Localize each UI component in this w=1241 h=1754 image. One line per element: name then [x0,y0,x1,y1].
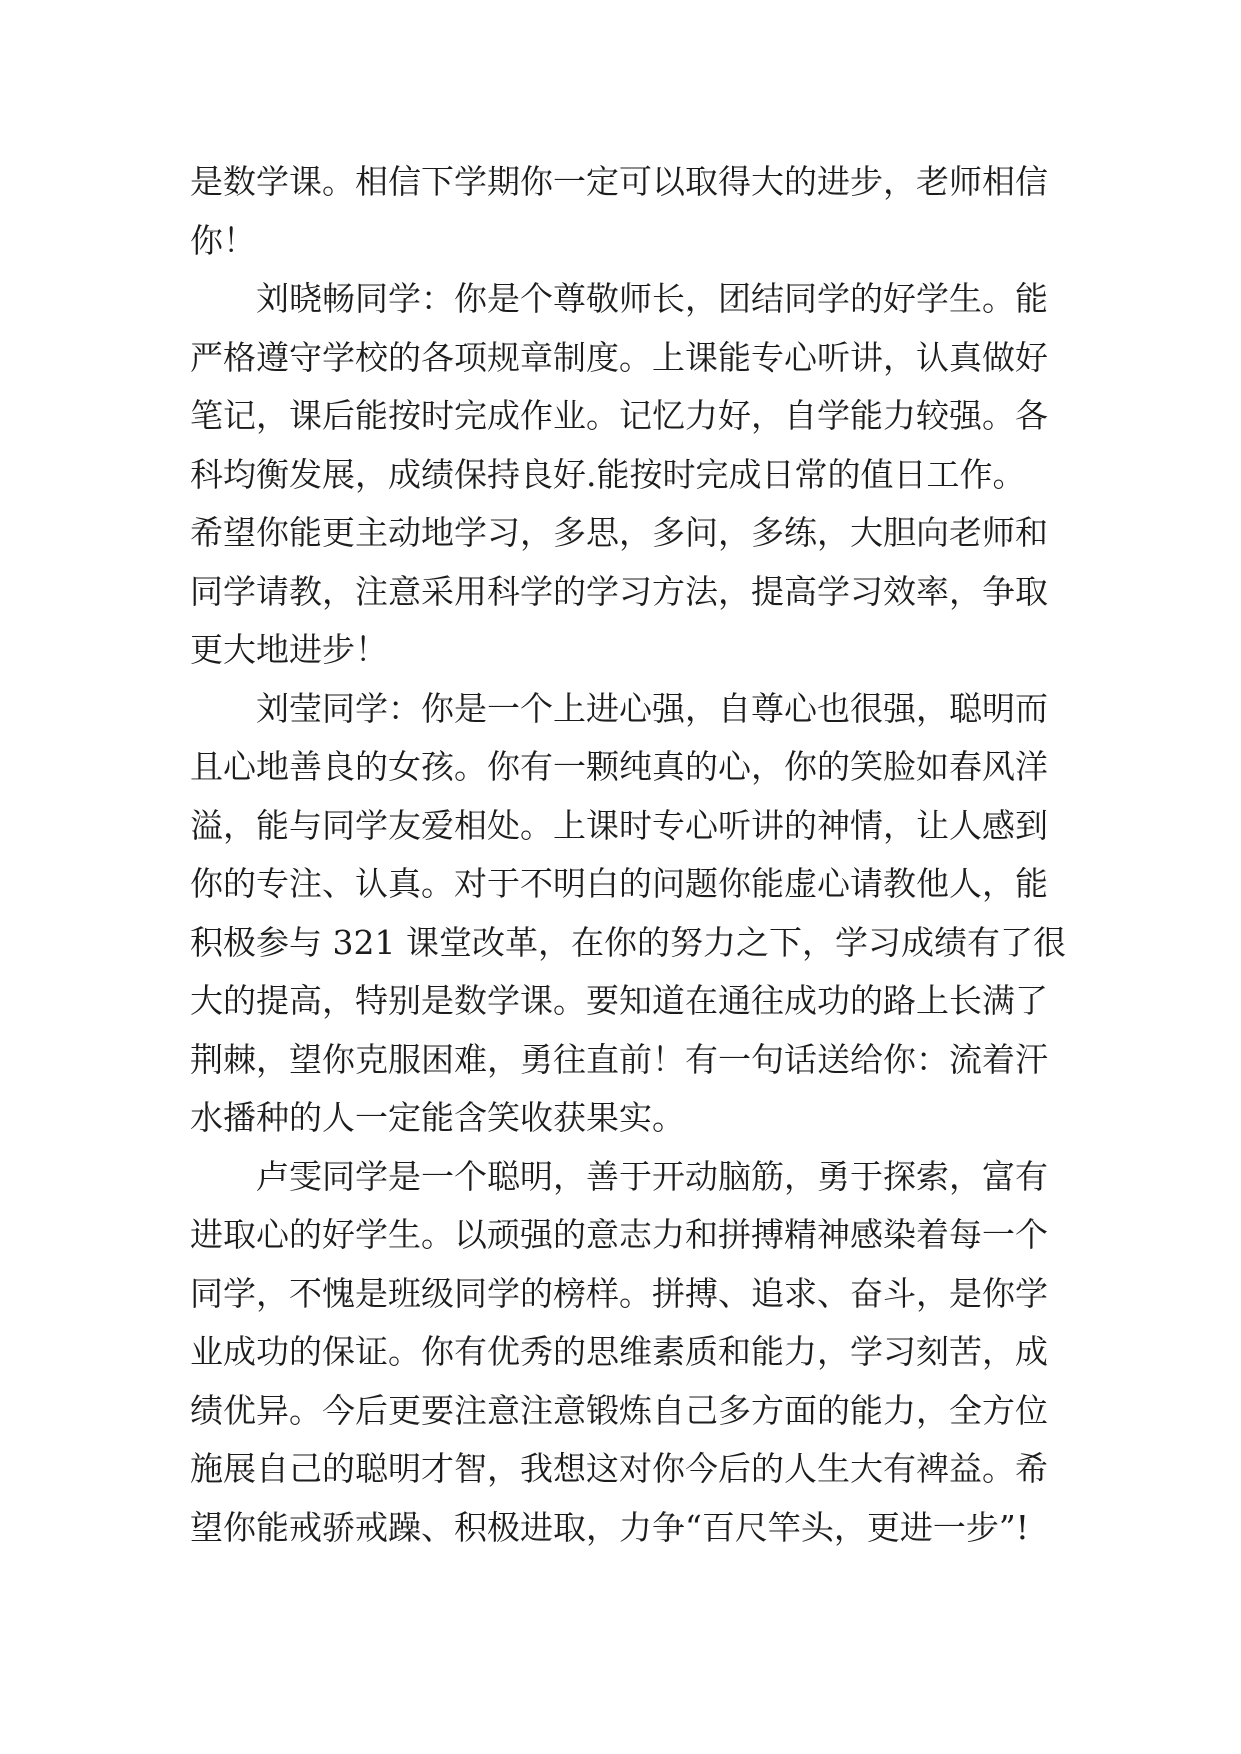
text-line: 同学，不愧是班级同学的榜样。拼搏、追求、奋斗，是你学 [190,1273,1048,1313]
text-line: 你！ [190,220,256,260]
text-line: 绩优异。今后更要注意注意锻炼自己多方面的能力，全方位 [190,1390,1048,1430]
text-line: 更大地进步！ [190,630,388,669]
text-line: 荆棘，望你克服困难，勇往直前！有一句话送给你：流着汗 [190,1039,1048,1079]
paragraph [190,270,1090,680]
text-line: 希望你能更主动地学习，多思，多问，多练，大胆向老师和 [190,513,1048,552]
text-line: 望你能戒骄戒躁、积极进取，力争“百尺竿头，更进一步”! [190,1507,1030,1547]
paragraph [190,1148,1090,1558]
text-line: 严格遵守学校的各项规章制度。上课能专心听讲，认真做好 [190,337,1048,377]
text-line: 业成功的保证。你有优秀的思维素质和能力，学习刻苦，成 [190,1332,1048,1371]
text-line: 积极参与 321 课堂改革，在你的努力之下，学习成绩有了很 [190,922,1066,962]
text-line: 笔记，课后能按时完成作业。记忆力好，自学能力较强。各 [190,396,1048,435]
text-line: 刘莹同学：你是一个上进心强，自尊心也很强，聪明而 [256,688,1048,728]
text-line: 卢雯同学是一个聪明，善于开动脑筋，勇于探索，富有 [256,1156,1048,1196]
text-line: 你的专注、认真。对于不明白的问题你能虚心请教他人，能 [190,864,1048,903]
text-line: 是数学课。相信下学期你一定可以取得大的进步，老师相信 [190,162,1048,201]
paragraph [190,153,1090,270]
text-line: 大的提高，特别是数学课。要知道在通往成功的路上长满了 [190,981,1048,1020]
text-line: 施展自己的聪明才智，我想这对你今后的人生大有裨益。希 [190,1449,1048,1488]
document-body [190,153,1090,1557]
text-line: 同学请教，注意采用科学的学习方法，提高学习效率，争取 [190,571,1048,611]
paragraph [190,680,1090,1148]
text-line: 科均衡发展，成绩保持良好.能按时完成日常的值日工作。 [190,454,1026,494]
text-line: 且心地善良的女孩。你有一颗纯真的心，你的笑脸如春风洋 [190,747,1048,786]
text-line: 溢，能与同学友爱相处。上课时专心听讲的神情，让人感到 [190,805,1048,845]
text-line: 刘晓畅同学：你是个尊敬师长，团结同学的好学生。能 [256,279,1048,318]
text-line: 进取心的好学生。以顽强的意志力和拼搏精神感染着每一个 [190,1215,1048,1254]
text-line: 水播种的人一定能含笑收获果实。 [190,1098,685,1137]
